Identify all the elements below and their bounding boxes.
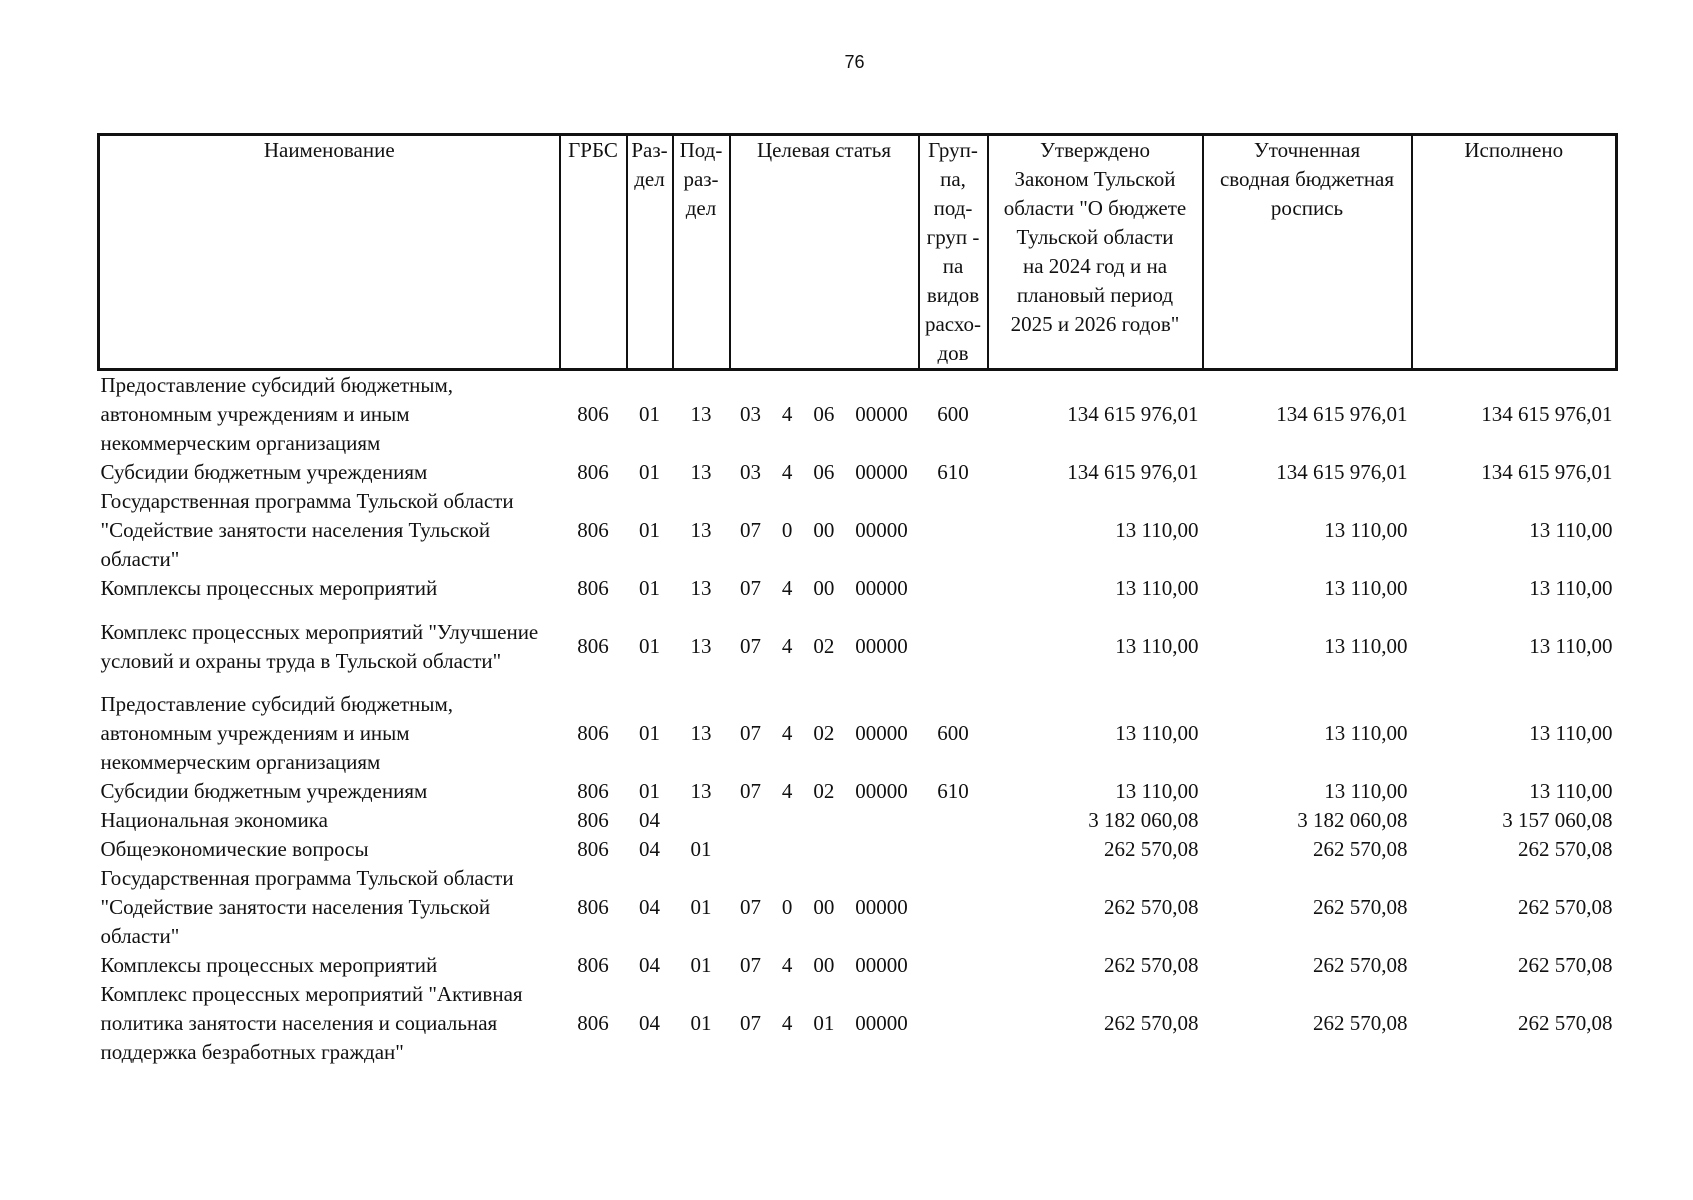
table-row	[99, 951, 1617, 980]
row-target-article	[730, 951, 919, 980]
row-executed: 3 157 060,08	[1502, 808, 1613, 832]
row-refined: 3 182 060,08	[1297, 808, 1408, 832]
target-program: 07	[740, 779, 761, 803]
row-target-article	[730, 487, 919, 574]
header-grbs: ГРБС	[560, 135, 627, 370]
row-grbs: 806	[577, 837, 609, 861]
row-grbs: 806	[577, 953, 609, 977]
header-approved: Утверждено Законом Тульской области "О бюджете Тульской области на 2024 год и на плановый период 2025 и 2026 годов"	[988, 135, 1203, 370]
table-row	[99, 864, 1617, 951]
target-direction: 00000	[855, 779, 908, 803]
row-podrazdel: 01	[690, 953, 712, 977]
row-podrazdel: 13	[690, 779, 712, 803]
row-razdel: 01	[639, 721, 660, 745]
row-expense-group	[919, 980, 988, 1067]
row-name: Комплексы процессных мероприятий	[100, 576, 438, 600]
target-program: 07	[740, 576, 761, 600]
row-razdel: 04	[639, 837, 660, 861]
row-expense-group	[919, 806, 988, 835]
header-refined: Уточненная сводная бюджетная роспись	[1203, 135, 1412, 370]
target-type: 4	[781, 953, 793, 977]
row-razdel: 01	[639, 576, 660, 600]
row-razdel: 04	[639, 895, 660, 919]
target-program: 03	[740, 402, 761, 426]
row-name: Комплексы процессных мероприятий	[100, 953, 438, 977]
row-target-article	[730, 777, 919, 806]
target-direction: 00000	[855, 895, 908, 919]
row-refined: 13 110,00	[1324, 576, 1408, 600]
header-executed: Исполнено	[1412, 135, 1617, 370]
target-type: 4	[781, 402, 793, 426]
row-name: Субсидии бюджетным учреждениям	[100, 779, 428, 803]
row-refined: 134 615 976,01	[1276, 402, 1408, 426]
row-expense-group	[919, 603, 988, 690]
table-row	[99, 487, 1617, 574]
row-executed: 262 570,08	[1518, 1011, 1613, 1035]
row-target-article	[730, 806, 919, 835]
target-subprogram: 00	[813, 895, 835, 919]
row-executed: 262 570,08	[1518, 895, 1613, 919]
table-row	[99, 690, 1617, 777]
row-executed: 13 110,00	[1529, 634, 1613, 658]
row-name: Предоставление субсидий бюджетным, автономным учреждениям и иным некоммерческим организациям	[100, 373, 454, 455]
header-expense-group: Груп- па, под- груп - па видов расхо- дов	[919, 135, 988, 370]
table-row	[99, 777, 1617, 806]
table-header	[99, 135, 1617, 370]
row-name: Комплекс процессных мероприятий "Активная политика занятости населения и социальная поддержка безработных граждан"	[100, 982, 523, 1064]
header-podrazdel: Под- раз- дел	[673, 135, 730, 370]
target-direction: 00000	[855, 721, 908, 745]
target-subprogram: 00	[813, 953, 835, 977]
row-approved: 13 110,00	[1115, 576, 1199, 600]
table-row	[99, 980, 1617, 1067]
row-refined: 13 110,00	[1324, 721, 1408, 745]
row-name: Государственная программа Тульской области "Содействие занятости населения Тульской области"	[100, 866, 514, 948]
row-approved: 262 570,08	[1104, 895, 1199, 919]
target-direction: 00000	[855, 518, 908, 542]
row-refined: 262 570,08	[1313, 837, 1408, 861]
table-row	[99, 835, 1617, 864]
row-target-article	[730, 574, 919, 603]
row-approved: 262 570,08	[1104, 953, 1199, 977]
row-razdel: 01	[639, 402, 660, 426]
table-row	[99, 603, 1617, 690]
row-expense-group: 610	[937, 460, 969, 484]
page-number: 76	[844, 52, 865, 72]
target-program: 07	[740, 953, 761, 977]
row-razdel: 01	[639, 518, 660, 542]
target-subprogram: 06	[813, 460, 835, 484]
row-approved: 13 110,00	[1115, 779, 1199, 803]
row-target-article	[730, 603, 919, 690]
row-expense-group	[919, 835, 988, 864]
row-podrazdel: 13	[690, 576, 712, 600]
row-target-article	[730, 980, 919, 1067]
row-executed: 13 110,00	[1529, 779, 1613, 803]
target-direction: 00000	[855, 1011, 908, 1035]
row-name: Комплекс процессных мероприятий "Улучшение условий и охраны труда в Тульской области"	[100, 619, 539, 673]
row-grbs: 806	[577, 721, 609, 745]
row-razdel: 04	[639, 953, 660, 977]
row-expense-group	[919, 487, 988, 574]
target-program: 07	[740, 1011, 761, 1035]
row-expense-group	[919, 951, 988, 980]
row-approved: 134 615 976,01	[1067, 402, 1199, 426]
row-executed: 13 110,00	[1529, 518, 1613, 542]
target-subprogram: 06	[813, 402, 835, 426]
target-subprogram: 02	[813, 634, 835, 658]
row-razdel: 01	[639, 779, 660, 803]
target-subprogram: 01	[813, 1011, 835, 1035]
target-type: 0	[781, 518, 793, 542]
row-approved: 13 110,00	[1115, 518, 1199, 542]
row-executed: 13 110,00	[1529, 576, 1613, 600]
target-direction: 00000	[855, 634, 908, 658]
budget-table	[97, 133, 1618, 1067]
target-direction: 00000	[855, 576, 908, 600]
row-executed: 134 615 976,01	[1481, 460, 1613, 484]
row-name: Субсидии бюджетным учреждениям	[100, 460, 428, 484]
row-expense-group: 610	[937, 779, 969, 803]
row-refined: 13 110,00	[1324, 518, 1408, 542]
target-direction: 00000	[855, 402, 908, 426]
row-approved: 13 110,00	[1115, 721, 1199, 745]
row-executed: 13 110,00	[1529, 721, 1613, 745]
row-approved: 13 110,00	[1115, 634, 1199, 658]
row-target-article	[730, 835, 919, 864]
row-grbs: 806	[577, 518, 609, 542]
row-grbs: 806	[577, 460, 609, 484]
target-subprogram: 02	[813, 721, 835, 745]
target-direction: 00000	[855, 953, 908, 977]
row-name: Предоставление субсидий бюджетным, автономным учреждениям и иным некоммерческим организациям	[100, 692, 454, 774]
row-name: Национальная экономика	[100, 808, 328, 832]
row-refined: 262 570,08	[1313, 953, 1408, 977]
row-approved: 262 570,08	[1104, 1011, 1199, 1035]
row-target-article	[730, 458, 919, 487]
row-refined: 262 570,08	[1313, 1011, 1408, 1035]
row-expense-group: 600	[937, 721, 969, 745]
row-executed: 262 570,08	[1518, 837, 1613, 861]
target-subprogram: 02	[813, 779, 835, 803]
row-approved: 262 570,08	[1104, 837, 1199, 861]
row-grbs: 806	[577, 634, 609, 658]
target-type: 4	[781, 634, 793, 658]
row-refined: 13 110,00	[1324, 779, 1408, 803]
row-expense-group	[919, 864, 988, 951]
table-body	[99, 370, 1617, 1068]
row-expense-group	[919, 574, 988, 603]
target-type: 4	[781, 576, 793, 600]
target-type: 4	[781, 721, 793, 745]
target-subprogram: 00	[813, 518, 835, 542]
row-grbs: 806	[577, 576, 609, 600]
row-podrazdel	[673, 806, 730, 835]
row-name: Государственная программа Тульской области "Содействие занятости населения Тульской области"	[100, 489, 514, 571]
row-podrazdel: 13	[690, 634, 712, 658]
row-grbs: 806	[577, 895, 609, 919]
row-refined: 134 615 976,01	[1276, 460, 1408, 484]
table-row	[99, 370, 1617, 459]
target-program: 03	[740, 460, 761, 484]
row-target-article	[730, 864, 919, 951]
row-podrazdel: 01	[690, 837, 712, 861]
table-row	[99, 458, 1617, 487]
row-podrazdel: 01	[690, 895, 712, 919]
target-subprogram: 00	[813, 576, 835, 600]
row-podrazdel: 01	[690, 1011, 712, 1035]
row-razdel: 04	[639, 1011, 660, 1035]
target-program: 07	[740, 895, 761, 919]
target-direction: 00000	[855, 460, 908, 484]
table-row	[99, 806, 1617, 835]
row-razdel: 04	[639, 808, 660, 832]
row-target-article	[730, 370, 919, 459]
target-type: 4	[781, 460, 793, 484]
budget-table-container	[97, 133, 1615, 1067]
row-name: Общеэкономические вопросы	[100, 837, 369, 861]
target-program: 07	[740, 518, 761, 542]
row-podrazdel: 13	[690, 721, 712, 745]
row-grbs: 806	[577, 1011, 609, 1035]
row-approved: 134 615 976,01	[1067, 460, 1199, 484]
target-type: 4	[781, 779, 793, 803]
target-type: 4	[781, 1011, 793, 1035]
header-name: Наименование	[99, 135, 560, 370]
table-row	[99, 574, 1617, 603]
row-refined: 262 570,08	[1313, 895, 1408, 919]
row-podrazdel: 13	[690, 518, 712, 542]
row-approved: 3 182 060,08	[1088, 808, 1199, 832]
row-podrazdel: 13	[690, 460, 712, 484]
row-expense-group: 600	[937, 402, 969, 426]
row-razdel: 01	[639, 460, 660, 484]
header-target-article: Целевая статья	[730, 135, 919, 370]
row-refined: 13 110,00	[1324, 634, 1408, 658]
header-razdel: Раз- дел	[627, 135, 673, 370]
row-executed: 262 570,08	[1518, 953, 1613, 977]
target-type: 0	[781, 895, 793, 919]
row-podrazdel: 13	[690, 402, 712, 426]
row-grbs: 806	[577, 402, 609, 426]
row-razdel: 01	[639, 634, 660, 658]
row-target-article	[730, 690, 919, 777]
row-executed: 134 615 976,01	[1481, 402, 1613, 426]
target-program: 07	[740, 721, 761, 745]
target-program: 07	[740, 634, 761, 658]
row-grbs: 806	[577, 808, 609, 832]
row-grbs: 806	[577, 779, 609, 803]
